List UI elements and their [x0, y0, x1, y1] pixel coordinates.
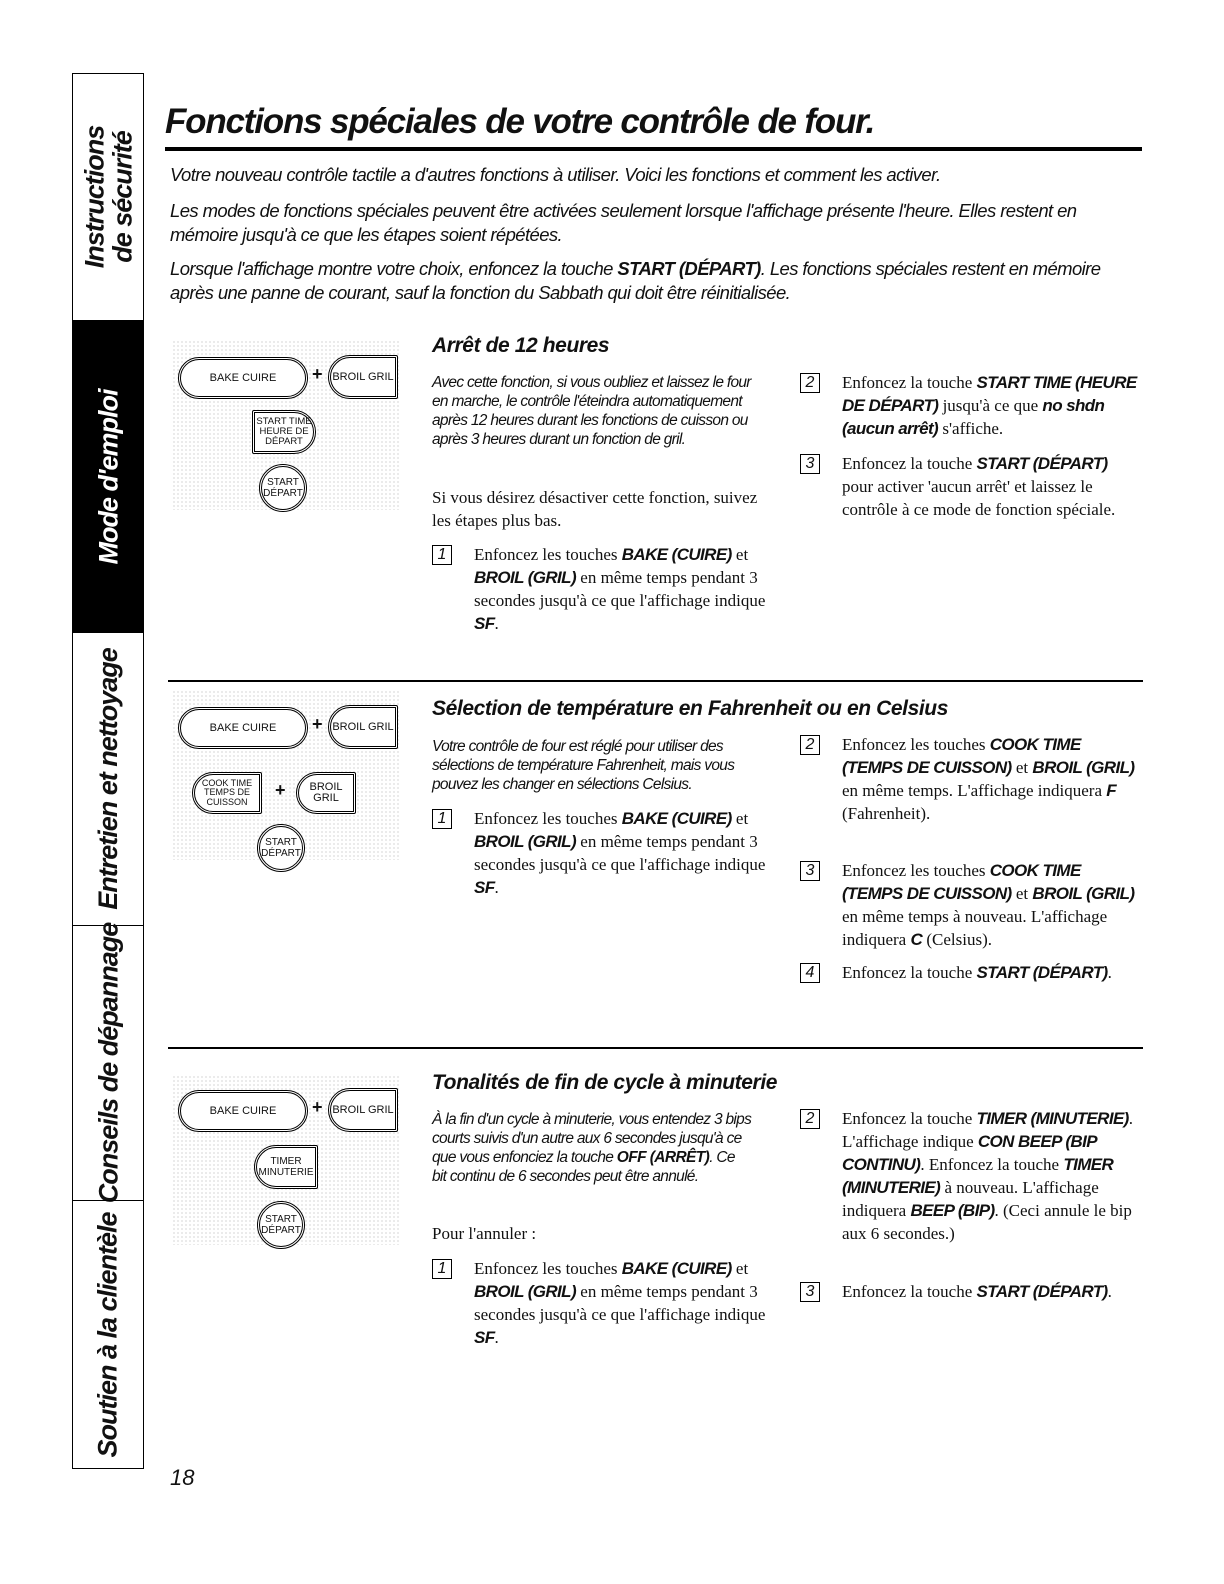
text-run: et: [731, 545, 749, 564]
bold-key-name: START (DÉPART): [617, 258, 761, 279]
step: [800, 859, 1142, 951]
text-run: (Fahrenheit).: [842, 804, 931, 823]
text-run: Enfoncez la touche: [842, 1282, 977, 1301]
step-number: 1: [432, 1259, 452, 1279]
text-run: .: [494, 614, 499, 633]
bold-key-name: C: [910, 930, 923, 949]
tab-soutien-clientele[interactable]: [72, 1200, 144, 1469]
step-number: 3: [800, 454, 820, 474]
text-run: . L'affichage indique: [842, 1109, 1133, 1151]
bold-key-name: BROIL (GRIL): [1032, 884, 1135, 903]
bold-key-name: BAKE (CUIRE): [621, 809, 732, 828]
title-rule: [165, 147, 1142, 151]
text-run: Votre nouveau contrôle tactile a d'autres fonctions à utiliser. Voici les fonctions et comment les activer.: [170, 164, 941, 185]
step-number: 1: [432, 545, 452, 565]
section-divider: [168, 680, 1143, 682]
step-text: [474, 1259, 765, 1347]
text-run: en même temps pendant 3 secondes jusqu'à ce que l'affichage indique: [474, 1282, 766, 1324]
text-run: Enfoncez les touches: [474, 545, 622, 564]
step-text: [842, 735, 1134, 823]
plus-sign: +: [275, 780, 286, 800]
step: [800, 1280, 1162, 1303]
tab-instructions-securite[interactable]: [72, 73, 144, 321]
section-description: Avec cette fonction, si vous oubliez et laissez le four en marche, le contrôle l'éteindra automatiquement après 12 heures durant les fonctions de cuisson ou après 3 heures durant un fonction de gril.: [432, 374, 751, 448]
bold-key-name: SF: [474, 878, 495, 897]
bold-key-name: START (DÉPART): [976, 454, 1108, 473]
bake-key: BAKE CUIRE: [178, 707, 308, 749]
tab-label: Mode d'emploi: [93, 389, 124, 564]
bold-key-name: BROIL (GRIL): [1032, 758, 1135, 777]
cook-time-key: COOK TIME TEMPS DE CUISSON: [192, 772, 262, 814]
text-run: .: [1107, 963, 1112, 982]
plus-sign: +: [312, 364, 323, 384]
bold-key-name: TIMER (MINUTERIE): [842, 1155, 1114, 1197]
tab-conseils-depannage[interactable]: [72, 922, 144, 1204]
intro-paragraph: [170, 163, 1145, 187]
text-run: et: [731, 1259, 749, 1278]
text-run: .: [494, 878, 499, 897]
text-run: et: [731, 809, 749, 828]
text-run: . Ce bit continu de 6 secondes peut être annulé.: [432, 1149, 735, 1185]
broil-key: BROIL GRIL: [328, 705, 398, 749]
step: [800, 961, 1162, 984]
keypad-illustration: [172, 340, 400, 510]
text-run: . Enfoncez la touche: [920, 1155, 1064, 1174]
step-text: [842, 963, 1112, 982]
step-number: 2: [800, 373, 820, 393]
timer-key: TIMER MINUTERIE: [254, 1145, 318, 1189]
section-description: [432, 1110, 752, 1186]
step: [800, 452, 1142, 521]
step-number: 3: [800, 861, 820, 881]
text-run: et: [1011, 884, 1033, 903]
tab-label: Entretien et nettoyage: [93, 648, 123, 910]
step-text: [474, 809, 765, 897]
text-run: Les modes de fonctions spéciales peuvent être activées seulement lorsque l'affichage présente l'heure. Elles restent en mémoire jusqu'à ce que les étapes soient répétées.: [170, 200, 1077, 245]
text-run: en même temps pendant 3 secondes jusqu'à ce que l'affichage indique: [474, 832, 766, 874]
bake-key: BAKE CUIRE: [178, 357, 308, 399]
intro-paragraph: [170, 257, 1145, 305]
text-run: à nouveau. L'affichage indiquera: [842, 1178, 1099, 1220]
bold-key-name: CON BEEP (BIP CONTINU): [842, 1132, 1097, 1174]
text-run: Lorsque l'affichage montre votre choix, enfoncez la touche: [170, 258, 618, 279]
bold-key-name: BAKE (CUIRE): [621, 1259, 732, 1278]
step-number: 1: [432, 809, 452, 829]
text-run: s'affiche.: [938, 419, 1004, 438]
section-heading: Tonalités de fin de cycle à minuterie: [432, 1071, 778, 1094]
start-time-key: START TIME HEURE DE DÉPART: [252, 410, 316, 454]
section-heading: Arrêt de 12 heures: [432, 334, 610, 357]
tab-mode-emploi[interactable]: [72, 320, 144, 633]
bold-key-name: SF: [474, 614, 495, 633]
section-description: Votre contrôle de four est réglé pour utiliser des sélections de température Fahrenheit, mais vous pouvez les changer en sélections Celsius.: [432, 738, 735, 793]
plus-sign: +: [312, 714, 323, 734]
start-key: START DÉPART: [257, 1201, 305, 1249]
start-key: START DÉPART: [257, 824, 305, 872]
text-run: Enfoncez la touche: [842, 454, 977, 473]
bold-key-name: F: [1106, 781, 1117, 800]
broil-key: BROIL GRIL: [328, 355, 398, 399]
text-run: . (Ceci annule le bip aux 6 secondes.): [842, 1201, 1132, 1243]
tab-label: Instructions de sécurité: [79, 125, 138, 269]
text-run: . Les fonctions spéciales restent en mémoire après une panne de courant, sauf la fonction du Sabbath qui doit être réinitialisée.: [170, 258, 1101, 303]
section-note: Si vous désirez désactiver cette fonction, suivez les étapes plus bas.: [432, 488, 758, 530]
step-number: 3: [800, 1282, 820, 1302]
step: [432, 1257, 774, 1349]
section-divider: [168, 1047, 1143, 1049]
intro-paragraph: [170, 199, 1145, 247]
text-run: Enfoncez la touche: [842, 1109, 977, 1128]
bold-key-name: START TIME (HEURE DE DÉPART): [842, 373, 1137, 415]
bold-key-name: BAKE (CUIRE): [621, 545, 732, 564]
text-run: Enfoncez les touches: [474, 1259, 622, 1278]
text-run: en même temps à nouveau. L'affichage indiquera: [842, 907, 1108, 949]
step-number: 2: [800, 1109, 820, 1129]
text-run: À la fin d'un cycle à minuterie, vous entendez 3 bips courts suivis d'un autre aux 6 secondes jusqu'à ce que vous enfonciez la touche: [432, 1111, 752, 1166]
step: [432, 543, 774, 635]
bold-key-name: BROIL (GRIL): [474, 1282, 577, 1301]
step: [800, 1107, 1142, 1245]
text-run: Enfoncez les touches: [842, 861, 990, 880]
text-run: en même temps pendant 3 secondes jusqu'à ce que l'affichage indique: [474, 568, 766, 610]
bold-key-name: COOK TIME (TEMPS DE CUISSON): [842, 861, 1081, 903]
text-run: Enfoncez la touche: [842, 963, 977, 982]
bake-key: BAKE CUIRE: [178, 1090, 308, 1132]
broil-key: BROIL GRIL: [296, 772, 356, 814]
bold-key-name: COOK TIME (TEMPS DE CUISSON): [842, 735, 1081, 777]
step-text: [474, 545, 765, 633]
step-text: [842, 454, 1115, 519]
step-text: [842, 1109, 1133, 1243]
page-title: Fonctions spéciales de votre contrôle de four.: [165, 102, 875, 141]
step: [800, 733, 1142, 825]
bold-key-name: SF: [474, 1328, 495, 1347]
text-run: .: [494, 1328, 499, 1347]
section-note: Pour l'annuler :: [432, 1224, 537, 1243]
bold-key-name: START (DÉPART): [976, 963, 1108, 982]
bold-key-name: BEEP (BIP): [910, 1201, 995, 1220]
bold-key-name: BROIL (GRIL): [474, 568, 577, 587]
text-run: (Celsius).: [922, 930, 993, 949]
text-run: en même temps. L'affichage indiquera: [842, 781, 1107, 800]
text-run: Enfoncez les touches: [474, 809, 622, 828]
text-run: Enfoncez les touches: [842, 735, 990, 754]
bold-key-name: no shdn (aucun arrêt): [842, 396, 1105, 438]
text-run: jusqu'à ce que: [938, 396, 1043, 415]
keypad-illustration: [172, 690, 400, 860]
bold-key-name: BROIL (GRIL): [474, 832, 577, 851]
bold-key-name: OFF (ARRÊT): [616, 1149, 710, 1166]
text-run: pour activer 'aucun arrêt' et laissez le contrôle à ce mode de fonction spéciale.: [842, 477, 1116, 519]
step: [800, 371, 1142, 440]
tab-entretien-nettoyage[interactable]: [72, 632, 144, 926]
page-number: 18: [170, 1465, 195, 1490]
section-heading: Sélection de température en Fahrenheit ou en Celsius: [432, 697, 949, 720]
step-text: [842, 1282, 1112, 1301]
step: [432, 807, 774, 899]
start-key: START DÉPART: [259, 464, 307, 512]
step-number: 2: [800, 735, 820, 755]
step-text: [842, 373, 1137, 438]
text-run: .: [1107, 1282, 1112, 1301]
step-number: 4: [800, 963, 820, 983]
text-run: Enfoncez la touche: [842, 373, 977, 392]
keypad-illustration: [172, 1075, 400, 1245]
text-run: et: [1011, 758, 1033, 777]
tab-label: Soutien à la clientèle: [93, 1211, 123, 1458]
bold-key-name: START (DÉPART): [976, 1282, 1108, 1301]
plus-sign: +: [312, 1097, 323, 1117]
tab-label: Conseils de dépannage: [93, 922, 124, 1204]
broil-key: BROIL GRIL: [328, 1088, 398, 1132]
step-text: [842, 861, 1134, 949]
bold-key-name: TIMER (MINUTERIE): [976, 1109, 1129, 1128]
